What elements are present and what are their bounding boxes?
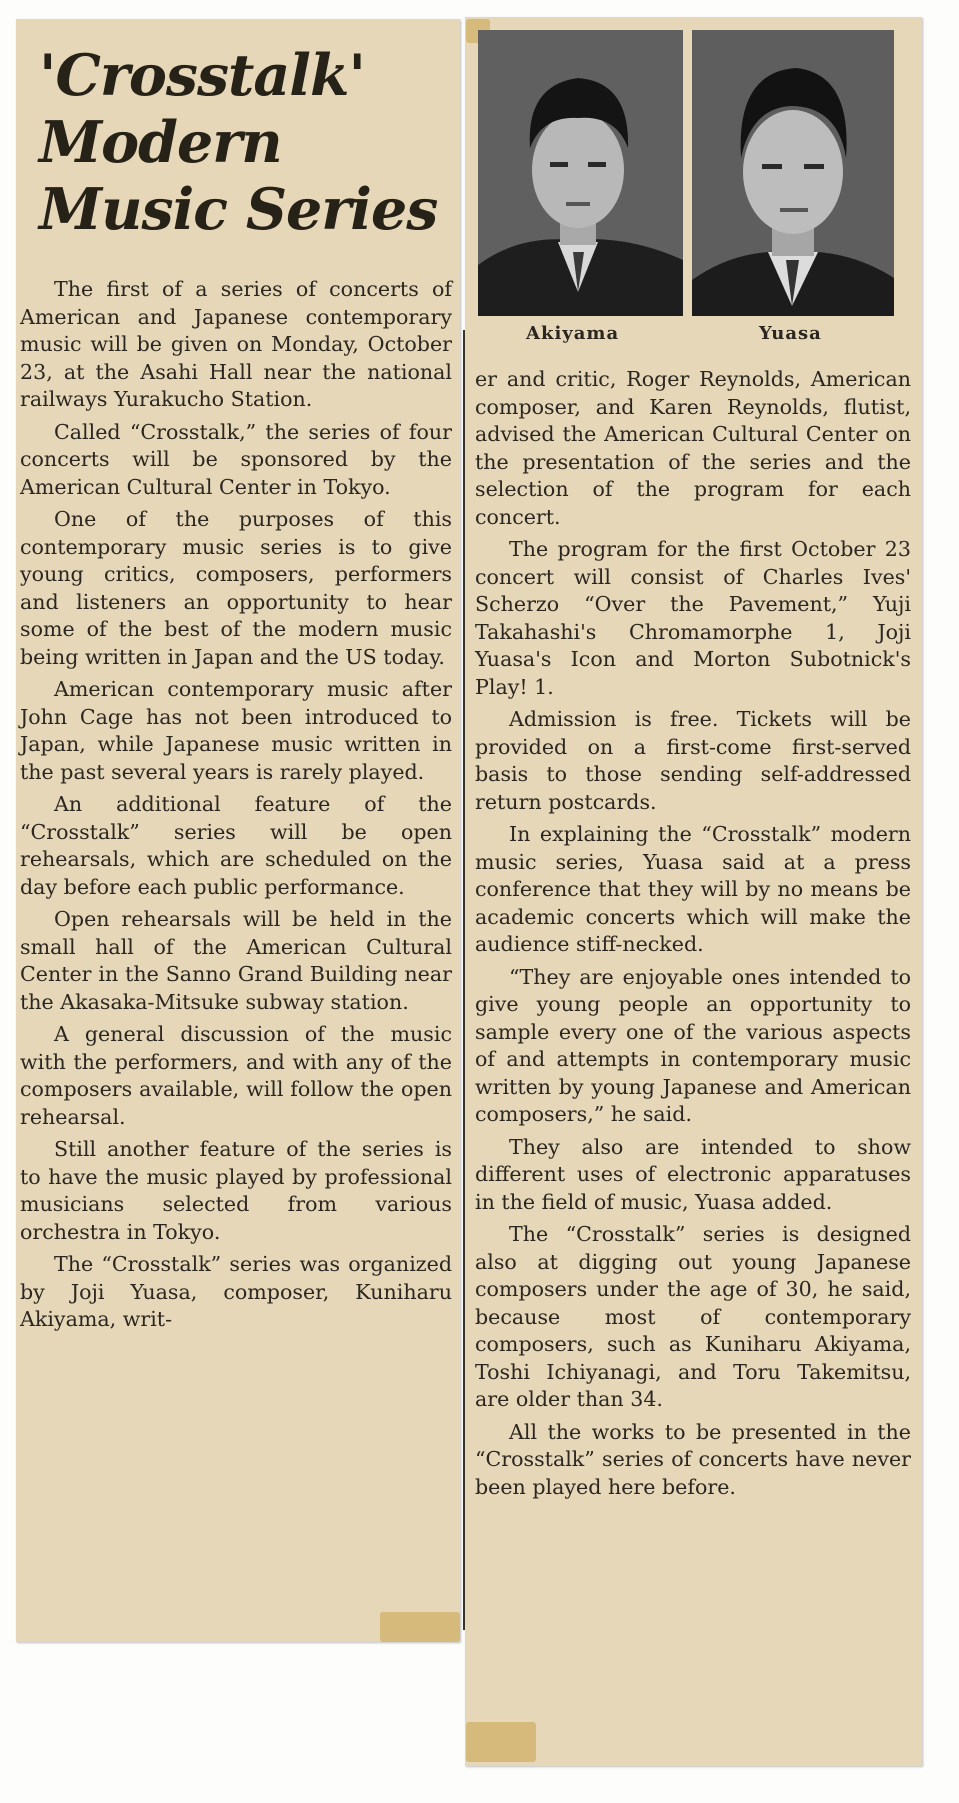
paragraph: American contemporary music after John Cage has not been introduced to Japan, while Japanese music written in the past several years is rarely played. xyxy=(20,677,452,784)
paragraph: Open rehearsals will be held in the small hall of the American Cultural Center in the Sanno Grand Building near the Akasaka-Mitsuke subway station. xyxy=(20,907,452,1014)
paragraph-continued: er and critic, Roger Reynolds, American composer, and Karen Reynolds, flutist, advised the American Cultural Center on the presentation of the series and the selection of the program for each concert. xyxy=(475,367,911,529)
paragraph: The “Crosstalk” series was organized by Joji Yuasa, composer, Kuniharu Akiyama, writ- xyxy=(20,1252,452,1331)
paragraph: One of the purposes of this contemporary music series is to give young critics, composers, performers and listeners an opportunity to hear some of the best of the modern music being written in Japan and the US today. xyxy=(20,507,452,669)
article-column-left xyxy=(20,276,452,1339)
paragraph: A general discussion of the music with the performers, and with any of the composers available, will follow the open rehearsal. xyxy=(20,1022,452,1129)
paragraph: They also are intended to show different uses of electronic apparatuses in the field of music, Yuasa added. xyxy=(475,1134,911,1214)
paragraph: An additional feature of the “Crosstalk” series will be open rehearsals, which are scheduled on the day before each public performance. xyxy=(20,792,452,899)
photo-caption-yuasa: Yuasa xyxy=(759,323,822,344)
paragraph: The first of a series of concerts of American and Japanese contemporary music will be given on Monday, October 23, at the Asahi Hall near the national railways Yurakucho Station. xyxy=(20,277,452,411)
paragraph: All the works to be presented in the “Crosstalk” series of concerts have never been played here before. xyxy=(475,1419,911,1499)
paragraph: Called “Crosstalk,” the series of four concerts will be sponsored by the American Cultural Center in Tokyo. xyxy=(20,419,452,499)
article-column-right xyxy=(475,366,911,1506)
portrait-yuasa-image xyxy=(692,30,894,316)
paragraph: Admission is free. Tickets will be provided on a first-come first-served basis to those sending self-addressed return postcards. xyxy=(475,707,911,814)
portrait-photo-yuasa xyxy=(692,30,894,316)
paragraph: The program for the first October 23 concert will consist of Charles Ives' Scherzo “Over the Pavement,” Yuji Takahashi's Chromamorphe 1, Joji Yuasa's Icon and Morton Subotnick's Play! 1. xyxy=(475,537,911,699)
paragraph: “They are enjoyable ones intended to give young people an opportunity to sample every one of the various aspects of and attempts in contemporary music written by young Japanese and American composers,” he said. xyxy=(475,964,911,1126)
tape-stain xyxy=(380,1612,460,1642)
tape-stain xyxy=(466,1722,536,1762)
paragraph: In explaining the “Crosstalk” modern music series, Yuasa said at a press conference that they will by no means be academic concerts which will make the audience stiff-necked. xyxy=(475,822,911,956)
portrait-photo-akiyama xyxy=(478,30,683,316)
photo-caption-akiyama: Akiyama xyxy=(526,323,620,344)
photo-strip xyxy=(478,30,894,316)
paragraph: Still another feature of the series is to have the music played by professional musicians selected from various orchestra in Tokyo. xyxy=(20,1137,452,1244)
paragraph: The “Crosstalk” series is designed also at digging out young Japanese composers under the age of 30, he said, because most of contemporary composers, such as Kuniharu Akiyama, Toshi Ichiyanagi, and Toru Takemitsu, are older than 34. xyxy=(475,1222,911,1411)
portrait-akiyama-image xyxy=(478,30,683,316)
column-rule xyxy=(463,330,465,1630)
article-headline: 'Crosstalk' Modern Music Series xyxy=(39,42,438,243)
